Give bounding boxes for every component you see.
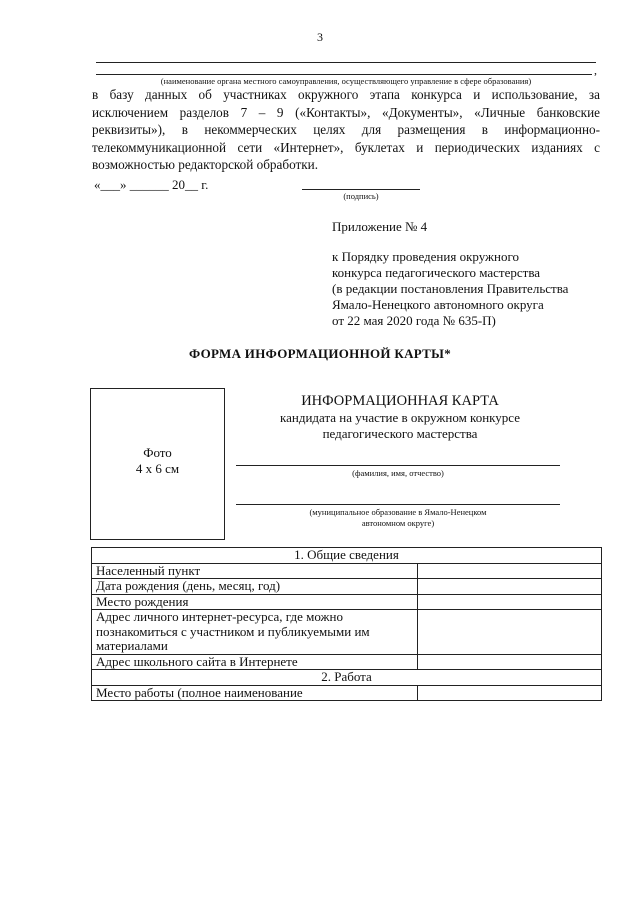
- table-row: [92, 563, 602, 579]
- appendix-reference: [332, 249, 568, 329]
- field-label-line: материалами: [96, 638, 168, 653]
- municipality-line: [236, 504, 560, 505]
- municipality-caption-2: автономном округе): [361, 518, 435, 528]
- field-label-line: Адрес личного интернет-ресурса, где можно: [96, 609, 343, 624]
- appendix-line: Ямало-Ненецкого автономного округа: [332, 297, 544, 312]
- full-name-line: [236, 465, 560, 466]
- field-label: Место рождения: [92, 594, 418, 610]
- card-header: [230, 393, 570, 442]
- consent-line: возможностью редакторской обработки.: [92, 157, 319, 172]
- consent-line: в базу данных об участниках окружного этапа конкурса и использование, за: [92, 87, 600, 102]
- table-row: [92, 579, 602, 595]
- page-number: 3: [317, 30, 323, 44]
- line-comma: ,: [594, 63, 597, 77]
- info-table: [91, 547, 602, 701]
- card-subtitle: педагогического мастерства: [322, 426, 478, 441]
- municipality-caption-1: (муниципальное образование в Ямало-Ненецком: [309, 507, 487, 517]
- consent-line: телекоммуникационной сети «Интернет», буклетах и периодических изданиях с: [92, 139, 600, 155]
- form-heading: ФОРМА ИНФОРМАЦИОННОЙ КАРТЫ*: [188, 346, 452, 361]
- section-title: 1. Общие сведения: [92, 548, 602, 564]
- organ-blank-line-1: [96, 62, 596, 63]
- card-subtitle: кандидата на участие в окружном конкурсе: [279, 410, 520, 425]
- field-label: Населенный пункт: [92, 563, 418, 579]
- photo-size: 4 х 6 см: [135, 461, 180, 476]
- field-label-line: познакомиться с участником и публикуемыми им: [96, 623, 370, 639]
- photo-label: Фото: [143, 445, 172, 460]
- photo-placeholder: [90, 388, 225, 540]
- consent-paragraph: [92, 86, 600, 174]
- table-row: [92, 654, 602, 670]
- table-row: [92, 685, 602, 701]
- date-line: «___» ______ 20__ г.: [94, 177, 209, 192]
- section-row: [92, 670, 602, 686]
- table-row: [92, 594, 602, 610]
- card-title: ИНФОРМАЦИОННАЯ КАРТА: [301, 393, 499, 409]
- signature-line: [302, 189, 420, 190]
- consent-line: исключением разделов 7 – 9 («Контакты», «Документы», «Личные банковские: [92, 104, 600, 120]
- appendix-line: конкурса педагогического мастерства: [332, 265, 541, 280]
- full-name-caption: (фамилия, имя, отчество): [352, 468, 444, 478]
- organ-blank-line-2: [96, 74, 592, 75]
- field-label: Адрес школьного сайта в Интернете: [92, 654, 418, 670]
- field-value: [418, 685, 602, 701]
- appendix-title: Приложение № 4: [332, 219, 428, 234]
- field-label: Дата рождения (день, месяц, год): [92, 579, 418, 595]
- appendix-line: (в редакции постановления Правительства: [332, 281, 569, 296]
- field-value: [418, 610, 602, 655]
- appendix-line: от 22 мая 2020 года № 635-П): [332, 313, 496, 328]
- field-value: [418, 563, 602, 579]
- field-label: [92, 610, 418, 655]
- table-row: [92, 610, 602, 655]
- signature-caption: (подпись): [343, 191, 379, 201]
- field-value: [418, 579, 602, 595]
- field-value: [418, 594, 602, 610]
- consent-line: реквизиты»), в некоммерческих целях для размещения в информационно-: [92, 122, 600, 137]
- organ-caption: (наименование органа местного самоуправления, осуществляющего управление в сфере образования): [160, 76, 532, 86]
- field-label: Место работы (полное наименование: [92, 685, 418, 701]
- appendix-line: к Порядку проведения окружного: [332, 249, 519, 264]
- field-value: [418, 654, 602, 670]
- section-title: 2. Работа: [92, 670, 602, 686]
- section-row: [92, 548, 602, 564]
